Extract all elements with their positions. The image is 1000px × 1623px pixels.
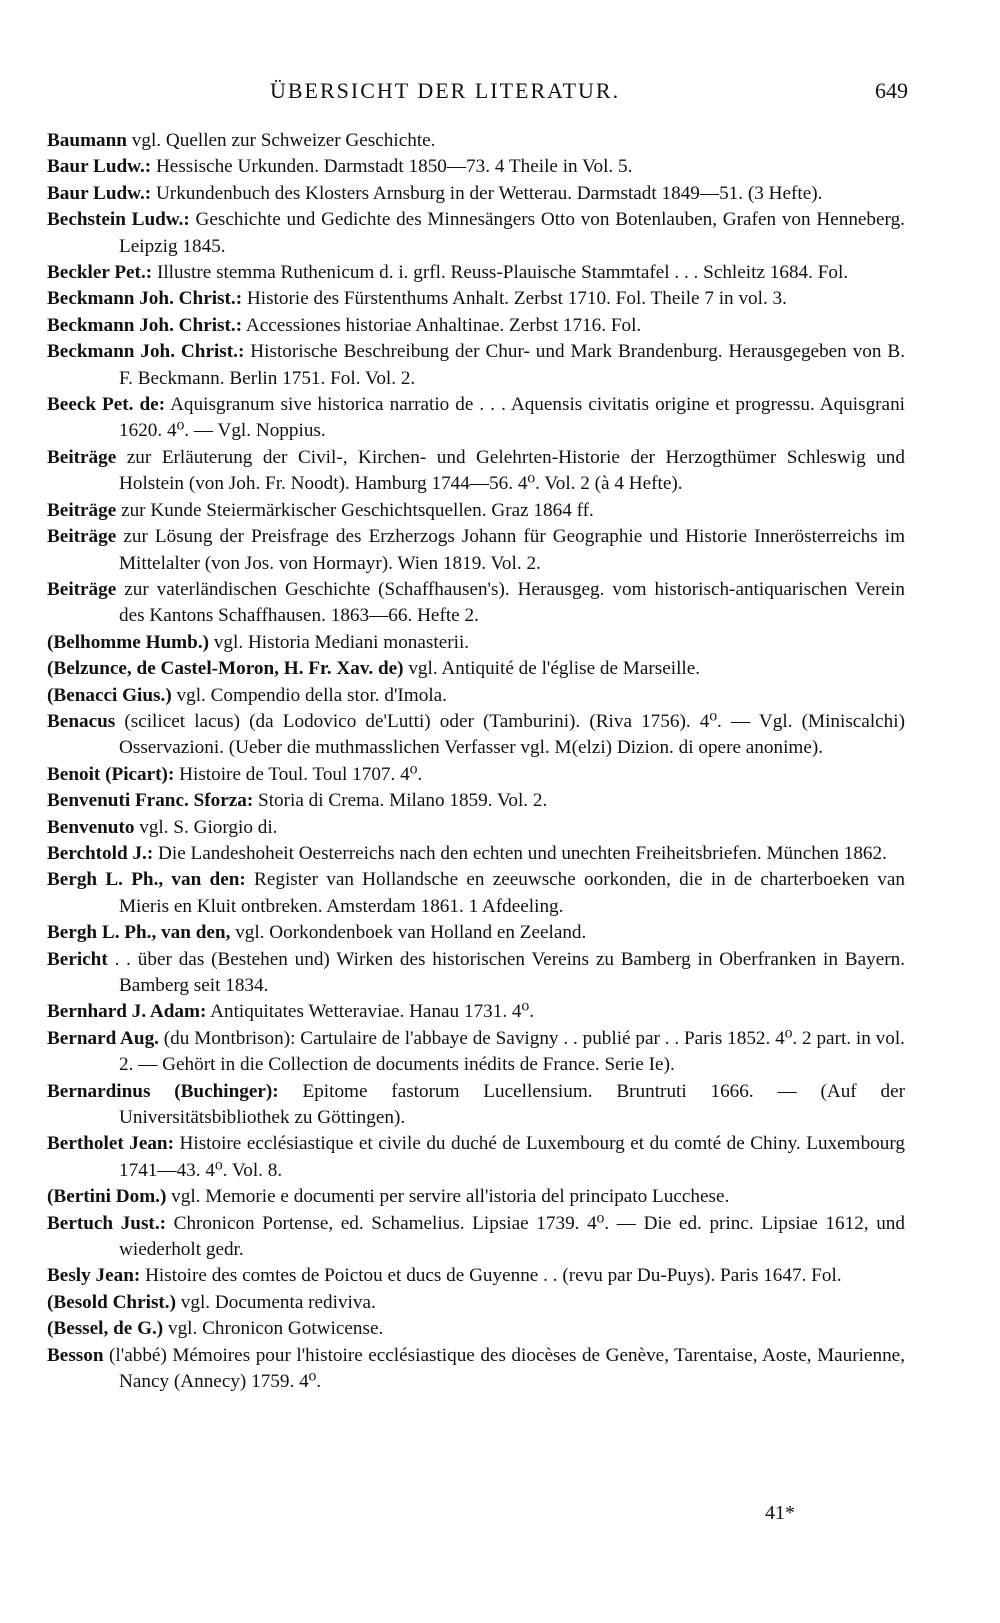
entry-author: Benacus <box>47 710 116 732</box>
entry-author: (Bessel, de G.) <box>47 1318 164 1340</box>
entry-author: Beiträge <box>47 499 117 521</box>
entry-text: zur Kunde Steiermärkischer Geschichtsquellen. Graz 1864 ff. <box>116 499 594 521</box>
entry-author: Bertuch Just.: <box>47 1212 167 1234</box>
entry-author: Beckmann Joh. Christ.: <box>47 314 243 336</box>
bibliography-entry <box>47 260 905 286</box>
entry-text: Antiquitates Wetteraviae. Hanau 1731. 4⁰. <box>206 1001 535 1023</box>
entry-author: Bernardinus (Buchinger): <box>47 1080 279 1102</box>
entry-text: (du Montbrison): Cartulaire de l'abbaye de Savigny . . publié par . . Paris 1852. 4⁰. 2 part. in vol. 2. — Gehört in die Collection de documents inédits de France. Serie Ie). <box>119 1027 905 1076</box>
bibliography-entry <box>47 1079 905 1132</box>
entry-text: Historische Beschreibung der Chur- und Mark Brandenburg. Herausgegeben von B. F. Beckmann. Berlin 1751. Fol. Vol. 2. <box>119 341 905 389</box>
bibliography-entry <box>47 788 905 814</box>
entry-author: Beiträge <box>47 578 117 600</box>
bibliography-entry <box>47 947 905 1000</box>
entry-text: vgl. Quellen zur Schweizer Geschichte. <box>126 130 436 151</box>
bibliography-entry <box>47 999 905 1025</box>
bibliography-list <box>47 128 905 1396</box>
entry-author: Baumann <box>47 130 127 151</box>
entry-author: Besly Jean: <box>47 1265 141 1287</box>
entry-text: vgl. S. Giorgio di. <box>134 816 278 838</box>
entry-author: Benoit (Picart): <box>47 763 175 785</box>
entry-author: (Benacci Gius.) <box>47 684 172 706</box>
entry-author: Beckmann Joh. Christ.: <box>47 341 245 363</box>
bibliography-entry <box>47 286 905 312</box>
bibliography-entry <box>47 181 905 207</box>
bibliography-entry <box>47 154 905 180</box>
bibliography-entry <box>47 392 905 445</box>
entry-text: Histoire des comtes de Poictou et ducs de Guyenne . . (revu par Du-Puys). Paris 1647. Fol. <box>140 1265 842 1287</box>
bibliography-entry <box>47 656 905 682</box>
running-title: ÜBERSICHT DER LITERATUR. <box>270 78 621 103</box>
entry-text: zur Lösung der Preisfrage des Erzherzogs Johann für Geographie und Historie Innerösterreichs im Mittelalter (von Jos. von Hormayr). Wien 1819. Vol. 2. <box>116 526 905 574</box>
signature-mark: 41* <box>765 1502 795 1524</box>
entry-author: Beiträge <box>47 446 117 468</box>
entry-text: Illustre stemma Ruthenicum d. i. grfl. Reuss-Plauische Stammtafel . . . Schleitz 1684. Fol. <box>152 262 849 284</box>
entry-text: Epitome fastorum Lucellensium. Bruntruti 1666. — (Auf der Universitätsbibliothek zu Göttingen). <box>119 1080 905 1129</box>
entry-text: Chronicon Portense, ed. Schamelius. Lipsiae 1739. 4⁰. — Die ed. princ. Lipsiae 1612, und wiederholt gedr. <box>119 1212 905 1261</box>
entry-author: Bertholet Jean: <box>47 1133 174 1155</box>
entry-author: Bericht <box>47 948 108 970</box>
entry-text: Aquisgranum sive historica narratio de . . . Aquensis civitatis origine et progressu. Aquisgrani 1620. 4⁰. — Vgl. Noppius. <box>119 394 905 442</box>
entry-text: . . über das (Bestehen und) Wirken des historischen Vereins zu Bamberg in Oberfranken in Bayern. Bamberg seit 1834. <box>107 948 905 996</box>
bibliography-entry <box>47 1343 905 1396</box>
entry-text: vgl. Antiquité de l'église de Marseille. <box>403 658 701 680</box>
page-number: 649 <box>875 78 908 103</box>
bibliography-entry <box>47 1026 905 1079</box>
entry-author: (Besold Christ.) <box>47 1291 176 1313</box>
entry-author: Benvenuto <box>47 816 135 838</box>
entry-author: Baur Ludw.: <box>47 182 152 204</box>
entry-text: (scilicet lacus) (da Lodovico de'Lutti) oder (Tamburini). (Riva 1756). 4⁰. — Vgl. (Miniscalchi) Osservazioni. (Ueber die muthmasslichen Verfasser vgl. M(elzi) Dizion. di opere anonime). <box>115 710 905 759</box>
bibliography-entry <box>47 524 905 577</box>
entry-text: vgl. Historia Mediani monasterii. <box>209 631 470 653</box>
entry-text: vgl. Memorie e documenti per servire all'istoria del principato Lucchese. <box>166 1186 730 1208</box>
bibliography-entry <box>47 1131 905 1184</box>
bibliography-entry <box>47 339 905 392</box>
entry-author: (Belhomme Humb.) <box>47 631 210 653</box>
entry-text: Accessiones historiae Anhaltinae. Zerbst 1716. Fol. <box>242 314 642 336</box>
page-header <box>0 78 1000 108</box>
bibliography-entry <box>47 445 905 498</box>
bibliography-entry <box>47 313 905 339</box>
bibliography-entry <box>47 577 905 630</box>
entry-author: Besson <box>47 1344 104 1366</box>
bibliography-entry <box>47 207 905 260</box>
entry-author: Bergh L. Ph., van den, <box>47 922 231 944</box>
bibliography-entry <box>47 1263 905 1289</box>
entry-text: vgl. Chronicon Gotwicense. <box>163 1318 384 1340</box>
entry-text: Die Landeshoheit Oesterreichs nach den echten und unechten Freiheitsbriefen. München 1862. <box>153 842 887 864</box>
entry-author: Benvenuti Franc. Sforza: <box>47 790 254 812</box>
bibliography-entry <box>47 1316 905 1342</box>
bibliography-entry <box>47 498 905 524</box>
bibliography-entry <box>47 867 905 920</box>
bibliography-entry <box>47 815 905 841</box>
entry-text: Histoire ecclésiastique et civile du duché de Luxembourg et du comté de Chiny. Luxembourg 1741—43. 4⁰. Vol. 8. <box>119 1133 905 1181</box>
entry-text: Histoire de Toul. Toul 1707. 4⁰. <box>174 763 423 785</box>
entry-author: Beeck Pet. de: <box>47 394 166 416</box>
entry-text: Storia di Crema. Milano 1859. Vol. 2. <box>253 790 548 812</box>
entry-author: Beiträge <box>47 526 117 548</box>
entry-text: vgl. Documenta rediviva. <box>175 1291 376 1313</box>
entry-author: Berchtold J.: <box>47 842 154 864</box>
entry-author: Bergh L. Ph., van den: <box>47 869 246 891</box>
entry-text: Urkundenbuch des Klosters Arnsburg in der Wetterau. Darmstadt 1849—51. (3 Hefte). <box>151 182 823 204</box>
entry-author: Beckmann Joh. Christ.: <box>47 288 243 310</box>
bibliography-entry <box>47 709 905 762</box>
entry-author: Bechstein Ludw.: <box>47 209 190 231</box>
entry-text: vgl. Oorkondenboek van Holland en Zeeland. <box>230 922 587 944</box>
bibliography-entry <box>47 841 905 867</box>
entry-text: (l'abbé) Mémoires pour l'histoire ecclésiastique des diocèses de Genève, Tarentaise, Aoste, Maurienne, Nancy (Annecy) 1759. 4⁰. <box>103 1344 905 1393</box>
entry-author: (Belzunce, de Castel-Moron, H. Fr. Xav. de) <box>47 658 404 680</box>
entry-text: zur vaterländischen Geschichte (Schaffhausen's). Herausgeg. vom historisch-antiquarischen Verein des Kantons Schaffhausen. 1863—66. Hefte 2. <box>116 578 905 627</box>
entry-text: vgl. Compendio della stor. d'Imola. <box>171 684 447 706</box>
entry-text: Historie des Fürstenthums Anhalt. Zerbst 1710. Fol. Theile 7 in vol. 3. <box>242 288 787 310</box>
bibliography-entry <box>47 762 905 788</box>
bibliography-entry <box>47 920 905 946</box>
bibliography-entry <box>47 1184 905 1210</box>
entry-text: Hessische Urkunden. Darmstadt 1850—73. 4 Theile in Vol. 5. <box>151 156 633 178</box>
entry-text: zur Erläuterung der Civil-, Kirchen- und Gelehrten-Historie der Herzogthümer Schleswig und Holstein (von Joh. Fr. Noodt). Hamburg 1744—56. 4⁰. Vol. 2 (à 4 Hefte). <box>116 446 905 495</box>
entry-author: Baur Ludw.: <box>47 156 152 178</box>
bibliography-entry <box>47 128 905 154</box>
entry-text: Register van Hollandsche en zeeuwsche oorkonden, die in de charterboeken van Mieris en Kluit ontbreken. Amsterdam 1861. 1 Afdeeling. <box>119 869 905 917</box>
bibliography-entry <box>47 1211 905 1264</box>
bibliography-entry <box>47 1290 905 1316</box>
entry-author: Bernard Aug. <box>47 1027 159 1049</box>
entry-author: (Bertini Dom.) <box>47 1186 167 1208</box>
entry-author: Beckler Pet.: <box>47 262 153 284</box>
entry-author: Bernhard J. Adam: <box>47 1001 207 1023</box>
bibliography-entry <box>47 630 905 656</box>
bibliography-entry <box>47 683 905 709</box>
entry-text: Geschichte und Gedichte des Minnesängers Otto von Botenlauben, Grafen von Henneberg. Leipzig 1845. <box>119 209 905 257</box>
